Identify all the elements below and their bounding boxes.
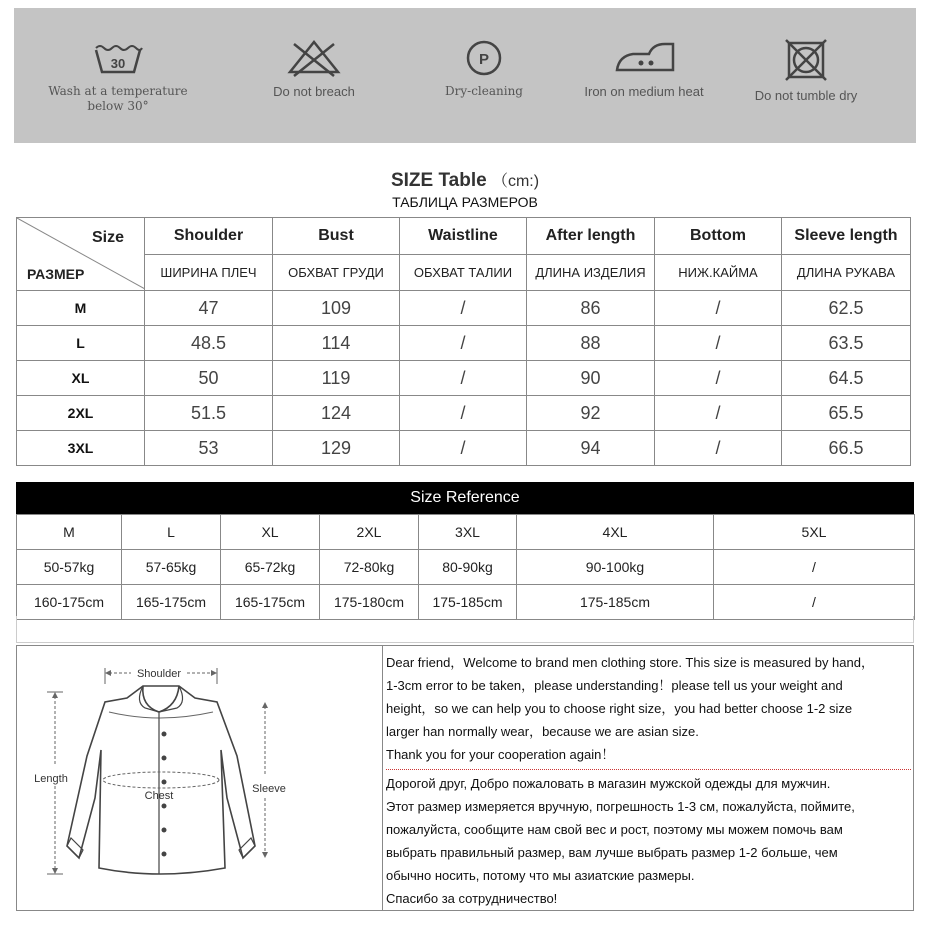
column-header-ru: ОБХВАТ ГРУДИ <box>273 255 400 291</box>
shirt-diagram-icon <box>17 646 382 910</box>
reference-weight-cell: 50-57kg <box>17 550 122 585</box>
value-cell: 94 <box>527 431 655 466</box>
note-line: Дорогой друг, Добро пожаловать в магазин мужской одежды для мужчин. <box>386 776 831 791</box>
table-row <box>17 326 911 361</box>
note-line: пожалуйста, сообщите нам свой вес и рост, поэтому мы можем помочь вам <box>386 822 843 837</box>
reference-weight-cell: 80-90kg <box>419 550 517 585</box>
value-cell: / <box>400 431 527 466</box>
title-main: SIZE Table <box>390 170 487 191</box>
care-item-dry-clean <box>404 38 564 99</box>
size-cell: 3XL <box>17 431 145 466</box>
title-unit: （cm:) <box>491 173 540 190</box>
reference-size-cell: 4XL <box>517 515 714 550</box>
note-line: 1-3cm error to be taken，please understanding！please tell us your weight and <box>386 678 843 693</box>
value-cell: 48.5 <box>145 326 273 361</box>
notes-english <box>386 651 911 766</box>
care-item-iron <box>559 38 729 99</box>
column-header-after-length: After length <box>527 218 655 255</box>
size-cell: M <box>17 291 145 326</box>
column-header-sleeve-length: Sleeve length <box>782 218 911 255</box>
diagram-length-label: Length <box>34 773 68 785</box>
value-cell: / <box>655 326 782 361</box>
note-line: обычно носить, потому что мы азиатские размеры. <box>386 868 695 883</box>
size-reference-title: Size Reference <box>16 482 914 514</box>
diagram-shoulder-label: Shoulder <box>136 668 182 680</box>
value-cell: 53 <box>145 431 273 466</box>
corner-size-label-ru: РАЗМЕР <box>27 266 85 282</box>
info-panel <box>16 645 914 911</box>
reference-size-cell: 2XL <box>320 515 419 550</box>
no-tumble-dry-icon <box>783 38 829 82</box>
reference-weight-cell: / <box>714 550 915 585</box>
value-cell: 62.5 <box>782 291 911 326</box>
value-cell: / <box>400 361 527 396</box>
column-header-bottom: Bottom <box>655 218 782 255</box>
value-cell: / <box>655 291 782 326</box>
column-header-ru: ДЛИНА ИЗДЕЛИЯ <box>527 255 655 291</box>
value-cell: 129 <box>273 431 400 466</box>
value-cell: 124 <box>273 396 400 431</box>
value-cell: / <box>655 361 782 396</box>
size-table-header-en <box>17 218 911 255</box>
reference-height-cell: 175-180cm <box>320 585 419 620</box>
value-cell: / <box>400 326 527 361</box>
value-cell: 88 <box>527 326 655 361</box>
value-cell: / <box>655 396 782 431</box>
value-cell: / <box>400 396 527 431</box>
care-item-wash <box>38 38 198 114</box>
reference-spacer <box>16 616 914 643</box>
note-line: larger han normally wear，because we are asian size. <box>386 724 699 739</box>
value-cell: 63.5 <box>782 326 911 361</box>
note-line: height，so we can help you to choose right size，you had better choose 1-2 size <box>386 701 853 716</box>
reference-size-cell: M <box>17 515 122 550</box>
reference-sizes-row <box>17 515 915 550</box>
reference-size-cell: 5XL <box>714 515 915 550</box>
reference-size-cell: XL <box>221 515 320 550</box>
iron-medium-icon <box>609 38 679 78</box>
reference-weight-cell: 72-80kg <box>320 550 419 585</box>
reference-size-cell: 3XL <box>419 515 517 550</box>
reference-weight-cell: 57-65kg <box>122 550 221 585</box>
table-row <box>17 291 911 326</box>
wash-30-icon <box>90 38 146 78</box>
note-line: Dear friend，Welcome to brand men clothing store. This size is measured by hand， <box>386 655 874 670</box>
note-line: выбрать правильный размер, вам лучше выбрать размер 1-2 больше, чем <box>386 845 838 860</box>
value-cell: 65.5 <box>782 396 911 431</box>
reference-height-cell: 165-175cm <box>122 585 221 620</box>
reference-height-cell: 165-175cm <box>221 585 320 620</box>
size-table-header-ru <box>17 255 911 291</box>
reference-size-cell: L <box>122 515 221 550</box>
corner-size-label: Size <box>91 229 124 246</box>
value-cell: 66.5 <box>782 431 911 466</box>
reference-height-cell: 175-185cm <box>419 585 517 620</box>
size-cell: 2XL <box>17 396 145 431</box>
column-header-shoulder: Shoulder <box>145 218 273 255</box>
value-cell: 90 <box>527 361 655 396</box>
size-cell: L <box>17 326 145 361</box>
notes-divider <box>386 769 911 770</box>
value-cell: 51.5 <box>145 396 273 431</box>
dry-letter: P <box>478 51 490 68</box>
care-label-dry-clean: Dry-cleaning <box>445 84 523 98</box>
column-header-ru: ШИРИНА ПЛЕЧ <box>145 255 273 291</box>
reference-weights-row <box>17 550 915 585</box>
care-label-bleach: Do not breach <box>273 84 355 99</box>
care-item-tumble <box>726 38 886 103</box>
value-cell: 64.5 <box>782 361 911 396</box>
care-instructions-banner <box>14 8 916 143</box>
size-table-title <box>0 168 930 192</box>
size-table <box>16 217 911 466</box>
care-item-bleach <box>234 38 394 99</box>
table-row <box>17 361 911 396</box>
column-header-ru: НИЖ.КАЙМА <box>655 255 782 291</box>
diagram-sleeve-label: Sleeve <box>252 783 286 795</box>
size-notes <box>386 651 911 910</box>
column-header-bust: Bust <box>273 218 400 255</box>
note-line: Спасибо за сотрудничество! <box>386 891 558 906</box>
reference-height-cell: 175-185cm <box>517 585 714 620</box>
note-line: Этот размер измеряется вручную, погрешность 1-3 см, пожалуйста, поймите, <box>386 799 855 814</box>
dry-clean-icon <box>464 38 504 78</box>
measurement-diagram <box>17 646 383 910</box>
no-bleach-icon <box>282 38 346 78</box>
care-label-iron: Iron on medium heat <box>584 84 704 99</box>
diagram-chest-label: Chest <box>144 790 174 802</box>
value-cell: 86 <box>527 291 655 326</box>
size-table-subtitle: ТАБЛИЦА РАЗМЕРОВ <box>392 194 538 210</box>
table-row <box>17 396 911 431</box>
value-cell: 92 <box>527 396 655 431</box>
size-table-corner <box>17 218 145 291</box>
column-header-ru: ДЛИНА РУКАВА <box>782 255 911 291</box>
reference-height-cell: 160-175cm <box>17 585 122 620</box>
notes-russian <box>386 772 911 910</box>
value-cell: / <box>655 431 782 466</box>
value-cell: 109 <box>273 291 400 326</box>
reference-weight-cell: 90-100kg <box>517 550 714 585</box>
value-cell: 119 <box>273 361 400 396</box>
size-reference-table <box>16 514 915 620</box>
care-label-tumble: Do not tumble dry <box>754 88 858 103</box>
reference-weight-cell: 65-72kg <box>221 550 320 585</box>
table-row <box>17 431 911 466</box>
value-cell: / <box>400 291 527 326</box>
value-cell: 114 <box>273 326 400 361</box>
reference-heights-row <box>17 585 915 620</box>
size-cell: XL <box>17 361 145 396</box>
value-cell: 47 <box>145 291 273 326</box>
reference-height-cell: / <box>714 585 915 620</box>
note-line: Thank you for your cooperation again！ <box>386 747 615 762</box>
value-cell: 50 <box>145 361 273 396</box>
care-label-wash: Wash at a temperature below 30° <box>48 84 188 113</box>
column-header-ru: ОБХВАТ ТАЛИИ <box>400 255 527 291</box>
wash-temp: 30 <box>110 56 126 71</box>
column-header-waistline: Waistline <box>400 218 527 255</box>
